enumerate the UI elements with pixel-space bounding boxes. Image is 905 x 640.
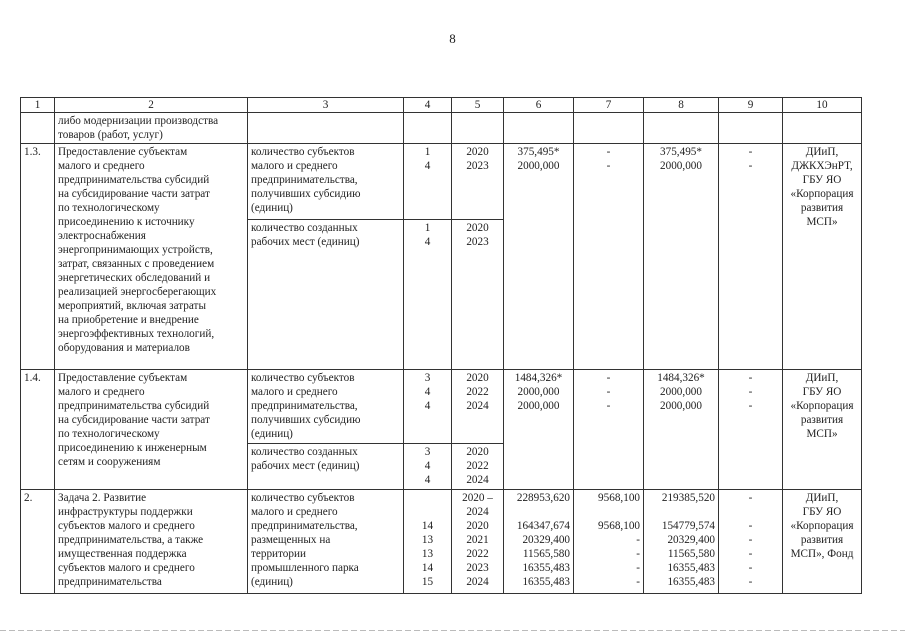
header-cell: 8 (644, 98, 719, 113)
value-cell: 14 13 13 14 15 (404, 490, 452, 594)
indicator-cell: количество субъектов малого и среднего предпринимательства, получивших субсидию (единиц) (248, 370, 404, 444)
executor-cell: ДИиП, ДЖКХЭнРТ, ГБУ ЯО «Корпорация развития МСП» (783, 144, 862, 370)
table-row (21, 144, 862, 220)
task-cell: Предоставление субъектам малого и среднего предпринимательства субсидий на субсидирование части затрат по технологическому присоединению к инженерным сетям и сооружениям (55, 370, 248, 490)
indicator-cell: количество созданных рабочих мест (единиц) (248, 220, 404, 370)
header-cell: 3 (248, 98, 404, 113)
value-cell: 1 4 (404, 220, 452, 370)
funding-total: 1484,326* 2000,000 2000,000 (504, 370, 574, 490)
task-cell: Предоставление субъектам малого и среднего предпринимательства субсидий на субсидирование части затрат по технологическому присоединению к источнику электроснабжения энергопринимающих устройств, затрат, связанных с проведением энергетических обследований и реализацией энергосберегающих мероприятий, включая затраты на приобретение и внедрение энергоэффективных технологий, оборудования и материалов (55, 144, 248, 370)
header-cell: 2 (55, 98, 248, 113)
indicator-cell: количество субъектов малого и среднего предпринимательства, получивших субсидию (единиц) (248, 144, 404, 220)
header-cell: 5 (452, 98, 504, 113)
executor-cell: ДИиП, ГБУ ЯО «Корпорация развития МСП», Фонд (783, 490, 862, 594)
funding-regional: 1484,326* 2000,000 2000,000 (644, 370, 719, 490)
indicator-cell: количество субъектов малого и среднего предпринимательства, размещенных на территории промышленного парка (единиц) (248, 490, 404, 594)
year-cell: 2020 2023 (452, 220, 504, 370)
funding-federal: 9568,100 9568,100 - - - - (574, 490, 644, 594)
header-cell: 10 (783, 98, 862, 113)
funding-regional: 375,495* 2000,000 (644, 144, 719, 370)
funding-federal: - - - (574, 370, 644, 490)
table-row (21, 490, 862, 594)
year-cell: 2020 2022 2024 (452, 444, 504, 490)
header-cell: 7 (574, 98, 644, 113)
header-cell: 1 (21, 98, 55, 113)
value-cell: 3 4 4 (404, 444, 452, 490)
value-cell: 3 4 4 (404, 370, 452, 444)
year-cell: 2020 – 2024 2020 2021 2022 2023 2024 (452, 490, 504, 594)
funding-other: - - - (719, 370, 783, 490)
header-cell: 9 (719, 98, 783, 113)
funding-federal: - - (574, 144, 644, 370)
funding-total: 228953,620 164347,674 20329,400 11565,580 16355,483 16355,483 (504, 490, 574, 594)
row-number: 1.3. (21, 144, 55, 370)
funding-other: - - - - - - (719, 490, 783, 594)
header-cell: 4 (404, 98, 452, 113)
value-cell: 1 4 (404, 144, 452, 220)
funding-other: - - (719, 144, 783, 370)
year-cell: 2020 2023 (452, 144, 504, 220)
continuation-row (21, 113, 862, 144)
row-number: 1.4. (21, 370, 55, 490)
page-edge-divider (0, 630, 905, 631)
program-table (20, 97, 862, 594)
table-row (21, 370, 862, 444)
task-cell: либо модернизации производства товаров (работ, услуг) (55, 113, 248, 144)
year-cell: 2020 2022 2024 (452, 370, 504, 444)
indicator-cell: количество созданных рабочих мест (единиц) (248, 444, 404, 490)
header-cell: 6 (504, 98, 574, 113)
task-cell: Задача 2. Развитие инфраструктуры поддержки субъектов малого и среднего предпринимательства, а также имущественная поддержка субъектов малого и среднего предпринимательства (55, 490, 248, 594)
executor-cell: ДИиП, ГБУ ЯО «Корпорация развития МСП» (783, 370, 862, 490)
header-row (21, 98, 862, 113)
funding-total: 375,495* 2000,000 (504, 144, 574, 370)
page-number: 8 (449, 31, 456, 46)
funding-regional: 219385,520 154779,574 20329,400 11565,580 16355,483 16355,483 (644, 490, 719, 594)
row-number: 2. (21, 490, 55, 594)
